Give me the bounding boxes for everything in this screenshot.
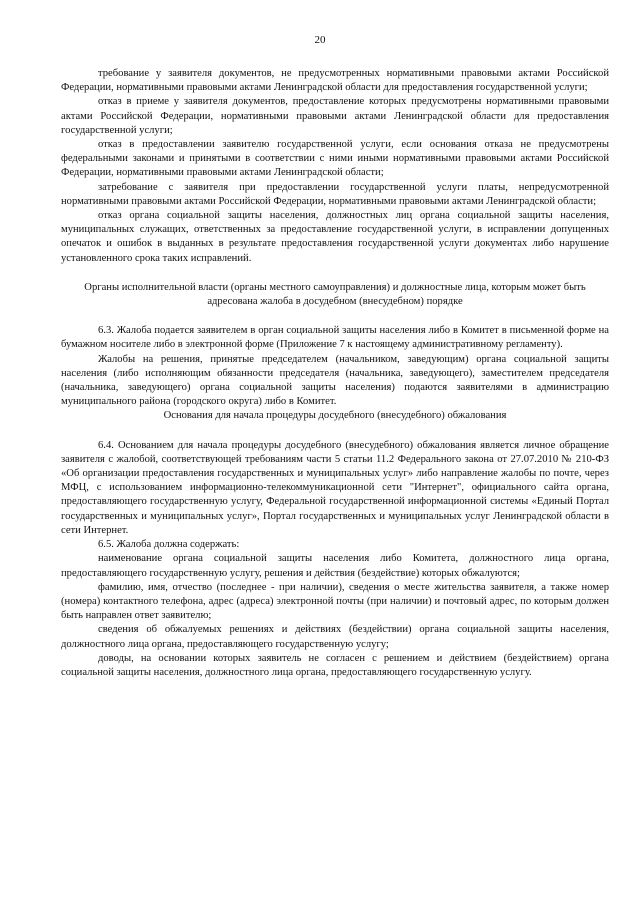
paragraph: наименование органа социальной защиты населения либо Комитета, должностного лица органа, предоставляющего государственную услугу, решения и действия (бездействие) которых обжалуются; bbox=[61, 553, 609, 579]
document-body bbox=[61, 67, 609, 680]
paragraph: 6.3. Жалоба подается заявителем в орган социальной защиты населения либо в Комитет в письменной форме на бумажном носителе либо в электронной форме (Приложение 7 к настоящему административному регламенту). bbox=[61, 325, 609, 351]
page-number: 20 bbox=[314, 34, 326, 46]
paragraph: отказ в приеме у заявителя документов, предоставление которых предусмотрены нормативными правовыми актами Российской Федерации, нормативными правовыми актами Ленинградской области для предоставления государственной услуги; bbox=[61, 96, 609, 136]
paragraph: 6.5. Жалоба должна содержать: bbox=[98, 539, 240, 551]
paragraph: отказ органа социальной защиты населения, должностных лиц органа социальной защиты населения, муниципальных служащих, ответственных за предоставление государственной услуги, в исправлении допущенных опечаток и ошибок в выданных в результате предоставления государственной услуги документах либо нарушение установленного срока таких исправлений. bbox=[61, 210, 609, 264]
paragraph: 6.4. Основанием для начала процедуры досудебного (внесудебного) обжалования является личное обращение заявителя с жалобой, соответствующей требованиям части 5 статьи 11.2 Федерального закона от 27.07.2010 № 210-ФЗ «Об организации предоставления государственных и муниципальных услуг» либо направление жалобы по почте, через МФЦ, с использованием информационно-телекоммуникационной сети "Интернет", официального сайта органа, предоставляющего государственную услугу, Федеральной государственной информационной системы «Единый Портал государственных и муниципальных услуг», Портал государственных и муниципальных услуг Ленинградской области в сети Интернет. bbox=[61, 439, 609, 536]
paragraph: требование у заявителя документов, не предусмотренных нормативными правовыми актами Российской Федерации, нормативными правовыми актами Ленинградской области для предоставления государственной услуги; bbox=[61, 68, 609, 94]
paragraph: отказ в предоставлении заявителю государственной услуги, если основания отказа не предусмотрены федеральными законами и принятыми в соответствии с ними иными нормативными правовыми актами Российской Федерации, нормативными правовыми актами Ленинградской области; bbox=[61, 139, 609, 179]
paragraph: фамилию, имя, отчество (последнее - при наличии), сведения о месте жительства заявителя, а также номер (номера) контактного телефона, адрес (адреса) электронной почты (при наличии) и почтовый адрес, по которым должен быть направлен ответ заявителю; bbox=[61, 581, 609, 622]
section-heading: Органы исполнительной власти (органы местного самоуправления) и должностные лица, которым может быть адресована жалоба в досудебном (внесудебном) порядке bbox=[84, 281, 586, 308]
paragraph: Жалобы на решения, принятые председателем (начальником, заведующим) органа социальной защиты населения (либо исполняющим обязанности председателя (начальника, заведующего), заместителем председателя (начальника, заведующего) органа социальной защиты населения) подаются заявителями в администрацию муниципального района (городского округа) либо в Комитет. bbox=[61, 353, 609, 408]
paragraph: доводы, на основании которых заявитель не согласен с решением и действием (бездействием) органа социальной защиты населения, должностного лица органа, предоставляющего государственную услугу. bbox=[61, 652, 609, 678]
section-heading: Основания для начала процедуры досудебного (внесудебного) обжалования bbox=[163, 410, 507, 422]
paragraph: сведения об обжалуемых решениях и действиях (бездействии) органа социальной защиты населения, должностного лица органа, предоставляющего государственную услугу; bbox=[61, 624, 609, 650]
paragraph: затребование с заявителя при предоставлении государственной услуги платы, непредусмотренной нормативными правовыми актами Российской Федерации, нормативными правовыми актами Ленинградской области; bbox=[61, 181, 609, 207]
